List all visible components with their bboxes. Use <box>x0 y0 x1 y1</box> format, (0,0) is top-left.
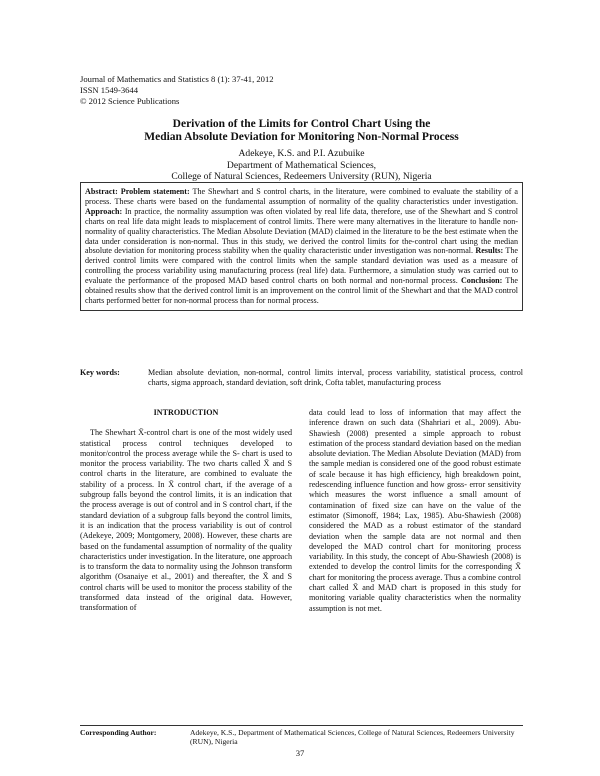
problem-statement-label: Problem statement: <box>120 187 190 196</box>
author-department: Department of Mathematical Sciences, <box>226 159 377 171</box>
title-line-2: Median Absolute Deviation for Monitoring Non-Normal Process <box>144 131 459 143</box>
introduction-paragraph-2: data could lead to loss of information that may affect the inference drawn on such data (Shahriari et al., 2009). Abu-Shawiesh (2008) presented a simple approach to robust estimation of the process standard deviation based on the median absolute deviation. The Median Absolute Deviation (MAD) from the sample median is considered one of the good robust estimate of scale because it has high efficiency, high breakdown point, redescending influence function and how gross- error sensitivity which measures the worst influence a small amount of contamination of fixed size can have on the value of the estimator (Simonoff, 1984; Lax, 1985). Abu-Shawiesh (2008) considered the MAD as a robust estimator of the standard deviation when the sample data are not normal and then developed the MAD control chart for monitoring process variability. In this study, the concept of Abu-Shawiesh (2008) is extended to develop the control limits for the corresponding X̄ chart for monitoring the process average. Thus a combine control chart called X̄ and MAD chart is proposed in this study for monitoring variable quality characteristics when the normality assumption is not met. <box>309 408 521 613</box>
title-line-1: Derivation of the Limits for Control Chart Using the <box>172 118 431 130</box>
conclusion-label: Conclusion: <box>460 276 503 286</box>
conclusion-text: The obtained results show that the derived control limit is an improvement on the control limit of the Shewhart and that the MAD control charts performed better for non-normal process than for normal process. <box>85 276 518 305</box>
left-column <box>80 408 292 614</box>
corresponding-author-text: Adekeye, K.S., Department of Mathematical Sciences, College of Natural Sciences, Redeemers University (RUN), Nigeria <box>190 728 515 747</box>
keywords-text: Median absolute deviation, non-normal, control limits interval, process variability, statistical process, control charts, sigma approach, standard deviation, soft drink, Cofta tablet, manufacturing process <box>148 368 523 387</box>
approach-text: In practice, the normality assumption was often violated by real life data, therefore, use of the Shewhart and S control charts on real life data might leads to misplacement of control limits. There were many alternatives in the literature to handle non-normality of quality characteristics. The Median Absolute Deviation (MAD) claimed in the literature to be the best estimate when the data under consideration is non-normal. Thus in this study, we derived the control limits for the-control chart using the median absolute deviation for monitoring process stability when the quality characteristic under investigation was non-normal. <box>85 206 518 256</box>
author-names: Adekeye, K.S. and P.I. Azubuike <box>238 148 365 159</box>
keywords-block <box>80 368 523 388</box>
results-label: Results: <box>475 246 504 256</box>
footnote-divider <box>80 725 523 726</box>
journal-citation: Journal of Mathematics and Statistics 8 (1): 37-41, 2012 <box>80 74 274 84</box>
results-text: The derived control limits were compared with the control limits when the sample standard deviation was used as a measure of controlling the process variability using manufacturing process (real life) data. Furthermore, a simulation study was carried out to evaluate the performance of the proposed MAD based control charts on both normal and non-normal process. <box>85 246 518 286</box>
introduction-paragraph-1: The Shewhart X̄-control chart is one of the most widely used statistical process control techniques developed to monitor/control the process average while the S- chart is used to monitor the process variability. The two charts called X̄ and S control charts in the literature, are combined to evaluate the stability of a process. In X̄ control chart, if the average of a subgroup falls beyond the control limits, it is an indication that the process average is out of control and in S control chart, if the standard deviation of a subgroup falls beyond the control limits, it is an indication that the process variability is out of control (Adekeye, 2009; Montgomery, 2008). However, these charts are based on the fundamental assumption of normality of the quality characteristics under investigation. In the literature, one approach is to transform the data to normality using the Johnson transform algorithm (Osanaiye et al., 2001) and thereafter, the X̄ and S control charts will be used to monitor the process stability of the transformed data instead of the original data. However, transformation of <box>80 428 292 613</box>
journal-header <box>80 74 274 107</box>
approach-label: Approach: <box>85 206 123 216</box>
abstract-box <box>80 182 523 311</box>
journal-copyright: © 2012 Science Publications <box>80 96 180 106</box>
introduction-heading: INTRODUCTION <box>153 408 219 417</box>
journal-issn: ISSN 1549-3644 <box>80 85 139 95</box>
problem-statement-text: The Shewhart and S control charts, in the literature, were combined to evaluate the stability of a process. These charts were based on the fundamental assumption of normality of the quality characteristics under investigation. <box>85 187 519 206</box>
right-column <box>309 408 521 614</box>
corresponding-author <box>80 728 523 747</box>
author-block <box>80 148 523 183</box>
paper-title <box>80 118 523 144</box>
keywords-label: Key words: <box>80 368 120 377</box>
author-affiliation: College of Natural Sciences, Redeemers University (RUN), Nigeria <box>171 171 432 182</box>
corresponding-author-label: Corresponding Author: <box>80 728 157 737</box>
abstract-label: Abstract: <box>85 187 118 196</box>
page-number: 37 <box>295 748 305 758</box>
